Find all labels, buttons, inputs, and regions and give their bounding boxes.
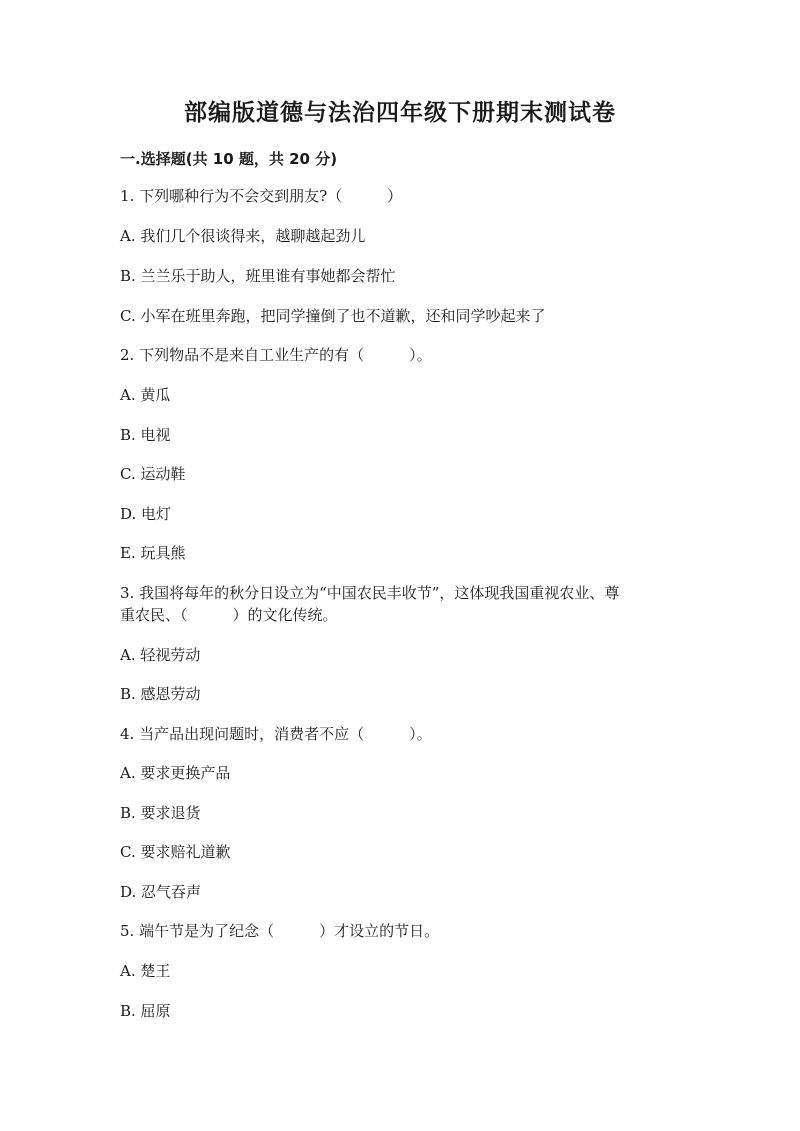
question-4-option-b[interactable]: B. 要求退货 — [120, 804, 201, 822]
question-5-option-b[interactable]: B. 屈原 — [120, 1002, 171, 1020]
question-5-option-a[interactable]: A. 楚王 — [120, 962, 171, 980]
section-heading: 一.选择题(共 10 题，共 20 分) — [120, 150, 338, 168]
question-2-option-b[interactable]: B. 电视 — [120, 426, 171, 444]
question-4-option-d[interactable]: D. 忍气吞声 — [120, 883, 202, 901]
question-2-option-c[interactable]: C. 运动鞋 — [120, 465, 186, 483]
question-1-option-a[interactable]: A. 我们几个很谈得来，越聊越起劲儿 — [120, 227, 366, 245]
question-4-stem: 4. 当产品出现问题时，消费者不应（ ）。 — [120, 725, 432, 743]
question-4-option-c[interactable]: C. 要求赔礼道歉 — [120, 843, 231, 861]
question-3-option-a[interactable]: A. 轻视劳动 — [120, 646, 201, 664]
question-1-option-c[interactable]: C. 小军在班里奔跑，把同学撞倒了也不道歉，还和同学吵起来了 — [120, 307, 546, 325]
question-3-stem-line-2: 重农民、（ ）的文化传统。 — [120, 606, 338, 624]
question-1-option-b[interactable]: B. 兰兰乐于助人，班里谁有事她都会帮忙 — [120, 267, 396, 285]
question-2-option-e[interactable]: E. 玩具熊 — [120, 544, 186, 562]
question-3-stem-line-1: 3. 我国将每年的秋分日设立为“中国农民丰收节”，这体现我国重视农业、尊 — [120, 584, 620, 602]
question-1-stem: 1. 下列哪种行为不会交到朋友?（ ） — [120, 187, 403, 205]
exam-title: 部编版道德与法治四年级下册期末测试卷 — [184, 100, 616, 126]
question-5-stem: 5. 端午节是为了纪念（ ）才设立的节日。 — [120, 922, 440, 940]
question-4-option-a[interactable]: A. 要求更换产品 — [120, 764, 231, 782]
question-3-option-b[interactable]: B. 感恩劳动 — [120, 685, 201, 703]
question-2-option-a[interactable]: A. 黄瓜 — [120, 386, 171, 404]
question-2-stem: 2. 下列物品不是来自工业生产的有（ ）。 — [120, 346, 432, 364]
question-2-option-d[interactable]: D. 电灯 — [120, 505, 172, 523]
